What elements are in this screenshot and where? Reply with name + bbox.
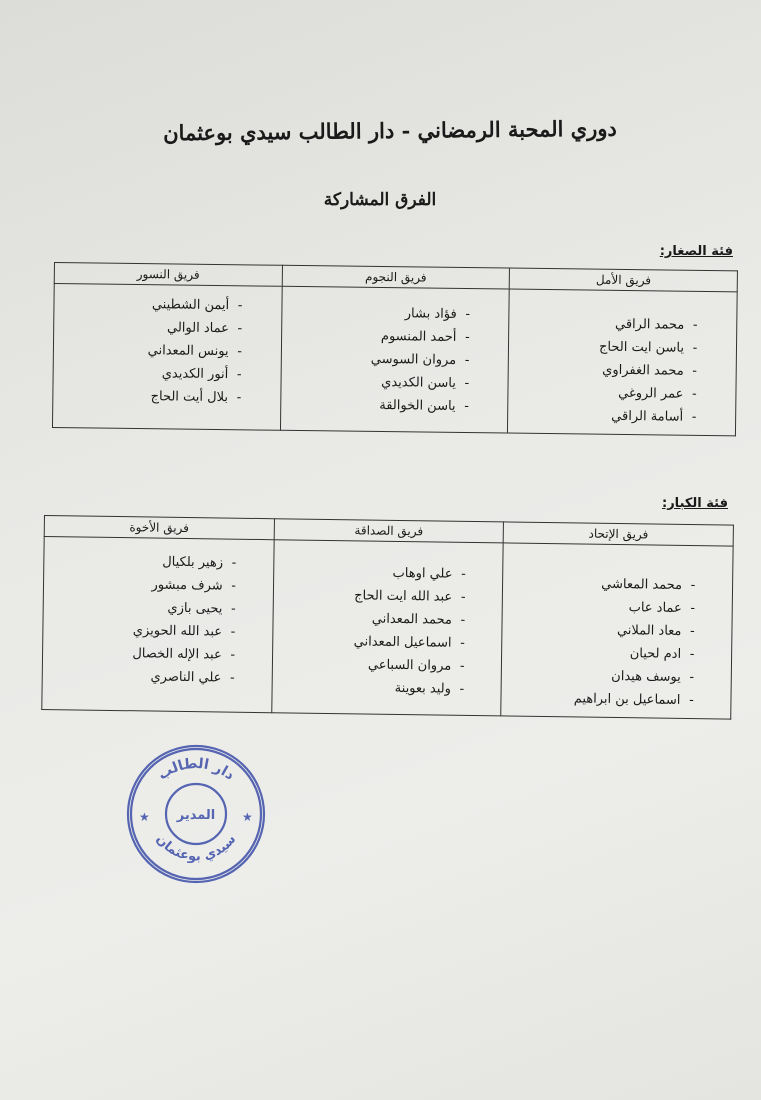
player-name: محمد المعاشي xyxy=(601,576,683,593)
list-item: -معاد الملاني xyxy=(616,623,695,640)
table-row xyxy=(42,537,733,720)
player-name: ادم لحيان xyxy=(629,646,682,662)
list-item: -يحيى بازي xyxy=(167,600,236,617)
list-item: -أسامة الراقي xyxy=(611,408,697,425)
team-header: فريق النسور xyxy=(54,263,282,287)
list-item: -عمر الروغي xyxy=(618,385,697,402)
list-item: -اسماعيل المعداني xyxy=(353,634,466,651)
list-item: -عبد الله ايت الحاج xyxy=(354,588,466,605)
team-header: فريق الإتحاد xyxy=(503,522,733,546)
list-item: -شرف مبشور xyxy=(151,577,237,594)
team-cell xyxy=(508,289,737,436)
list-item: -عبد الإله الخصال xyxy=(132,646,236,663)
player-name: محمد الراقي xyxy=(614,316,685,333)
list-item: -يونس المعداني xyxy=(147,343,243,360)
list-item: -علي الناصري xyxy=(150,669,235,686)
player-name: عماد الوالي xyxy=(166,320,229,337)
player-name: أحمد المنسوم xyxy=(380,329,457,345)
teams-table-large xyxy=(41,515,734,720)
table-row xyxy=(52,284,737,436)
team-header: فريق النجوم xyxy=(282,265,510,289)
svg-text:سيدي بوعثمان xyxy=(153,832,239,865)
stamp-text-center: المدير xyxy=(176,808,216,823)
team-cell xyxy=(271,540,503,716)
page-subtitle: الفرق المشاركة xyxy=(323,190,437,210)
player-name: علي اوهاب xyxy=(392,565,453,582)
list-item: -وليد بعوينة xyxy=(394,680,465,697)
list-item: -زهير بلكيال xyxy=(162,554,237,571)
player-name: ياسن ايت الحاج xyxy=(598,339,685,356)
list-item: -عماد الوالي xyxy=(166,320,243,337)
player-name: عبد الله ايت الحاج xyxy=(354,588,453,605)
player-name: اسماعيل بن ابراهيم xyxy=(573,691,681,708)
team-cell xyxy=(501,543,733,719)
list-item: -محمد المعاشي xyxy=(601,576,696,594)
player-name: بلال أيت الحاج xyxy=(150,389,229,406)
player-name: فؤاد بشار xyxy=(404,306,457,322)
list-item: -عبد الله الحويزي xyxy=(132,623,236,640)
player-name: اسماعيل المعداني xyxy=(353,634,452,651)
player-name: أيمن الشطيني xyxy=(151,297,230,314)
player-name: محمد الغفراوي xyxy=(602,362,684,379)
team-cell xyxy=(42,537,274,713)
page-title: دوري المحبة الرمضاني - دار الطالب سيدي بوعثمان xyxy=(163,115,617,146)
player-name: يونس المعداني xyxy=(147,343,229,360)
list-item: -محمد المعداني xyxy=(371,611,466,628)
list-item: -ادم لحيان xyxy=(629,646,695,663)
team-header: فريق الأخوة xyxy=(44,516,274,540)
list-item: -ياسن الكديدي xyxy=(381,375,470,392)
star-icon: ★ xyxy=(242,810,253,824)
list-item: -علي اوهاب xyxy=(392,565,467,582)
player-name: زهير بلكيال xyxy=(162,554,224,571)
player-name: محمد المعداني xyxy=(371,611,453,628)
stamp-text-top: دار الطالب xyxy=(155,755,238,784)
player-name: مروان السوسي xyxy=(370,351,457,368)
stamp-text-bottom: سيدي بوعثمان xyxy=(152,831,240,865)
player-name: مروان السباعي xyxy=(367,657,452,674)
team-cell xyxy=(52,284,281,431)
player-list xyxy=(53,284,281,416)
list-item: -محمد الراقي xyxy=(614,316,698,333)
list-item: -أيمن الشطيني xyxy=(151,297,243,314)
list-item: -بلال أيت الحاج xyxy=(150,389,242,406)
player-name: ياسن الخوالقة xyxy=(379,397,456,414)
player-name: عماد عاب xyxy=(628,600,682,616)
list-item: -أنور الكديدي xyxy=(161,366,242,383)
category-label-large: فئة الكبار: xyxy=(662,496,728,511)
player-name: أنور الكديدي xyxy=(161,366,229,383)
list-item: -فؤاد بشار xyxy=(404,306,471,323)
player-name: ياسن الكديدي xyxy=(381,375,456,391)
teams-table-small xyxy=(52,262,738,436)
list-item: -مروان السوسي xyxy=(370,351,470,369)
player-name: عبد الله الحويزي xyxy=(132,623,223,640)
player-name: أسامة الراقي xyxy=(611,408,684,425)
player-name: عمر الروغي xyxy=(618,385,684,402)
svg-text:دار الطالب xyxy=(155,756,237,784)
list-item: -يوسف هيدان xyxy=(611,668,695,686)
player-list xyxy=(502,543,733,718)
player-name: معاد الملاني xyxy=(616,623,682,639)
list-item: -مروان السباعي xyxy=(367,657,465,674)
list-item: -عماد عاب xyxy=(628,600,696,617)
category-label-small: فئة الصغار: xyxy=(659,244,733,259)
list-item: -ياسن ايت الحاج xyxy=(598,339,698,356)
team-header: فريق الأمل xyxy=(510,268,738,292)
list-item: -ياسن الخوالقة xyxy=(379,397,470,415)
team-cell xyxy=(280,286,509,433)
player-name: يوسف هيدان xyxy=(611,668,681,685)
list-item: -اسماعيل بن ابراهيم xyxy=(573,691,694,709)
player-name: يحيى بازي xyxy=(167,600,223,617)
player-name: وليد بعوينة xyxy=(394,680,452,697)
player-list xyxy=(272,540,503,707)
list-item: -أحمد المنسوم xyxy=(380,329,470,346)
player-list xyxy=(281,287,509,425)
team-header: فريق الصداقة xyxy=(274,519,504,543)
list-item: -محمد الغفراوي xyxy=(602,362,698,379)
official-stamp xyxy=(125,743,267,885)
player-list xyxy=(508,290,736,436)
player-list xyxy=(43,537,274,696)
player-name: شرف مبشور xyxy=(151,577,223,594)
player-name: علي الناصري xyxy=(150,669,222,686)
player-name: عبد الإله الخصال xyxy=(132,646,222,663)
star-icon: ★ xyxy=(139,810,150,824)
